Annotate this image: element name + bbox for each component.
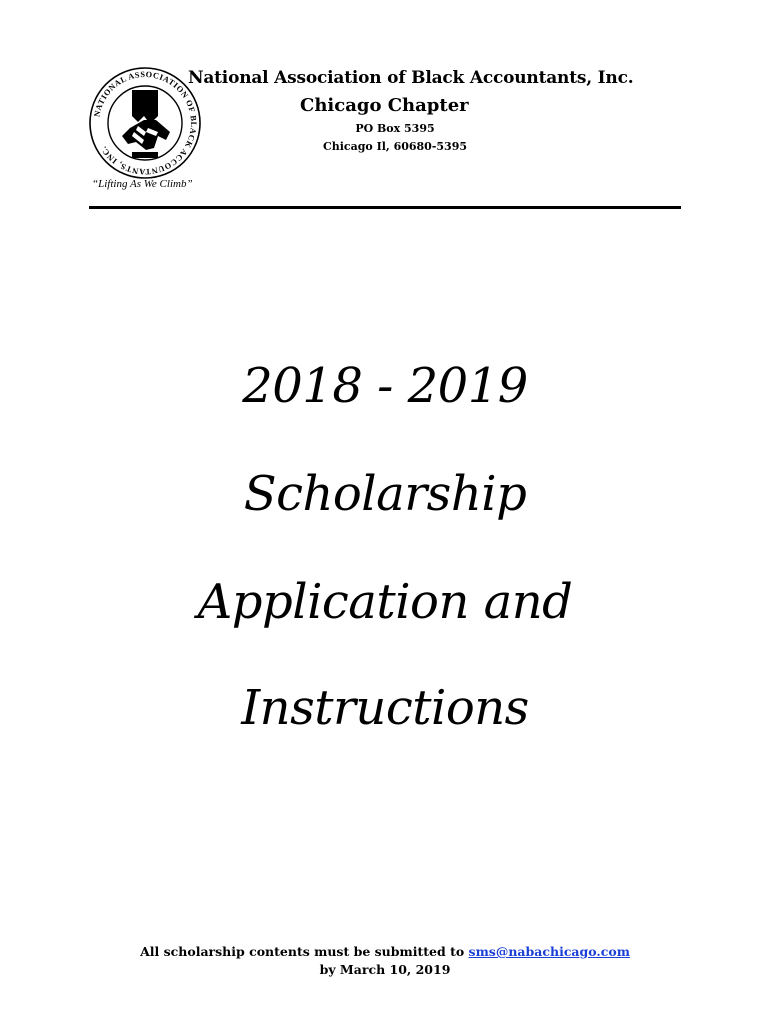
submission-note (0, 944, 770, 959)
po-box: PO Box 5395 (355, 122, 435, 135)
submission-email-link[interactable]: sms@nabachicago.com (468, 944, 630, 959)
motto: “Lifting As We Climb” (92, 178, 193, 190)
naba-clasped-hands-seal-icon (88, 66, 202, 180)
title-scholarship: Scholarship (243, 466, 527, 522)
title-year: 2018 - 2019 (242, 358, 528, 414)
submission-deadline: by March 10, 2019 (319, 962, 451, 977)
svg-text:NATIONAL ASSOCIATION OF BLACK: NATIONAL ASSOCIATION OF BLACK ACCOUNTANTS, INC. (92, 69, 199, 177)
chapter-name: Chicago Chapter (300, 95, 469, 116)
header-divider (89, 206, 681, 209)
title-application: Application and (197, 574, 573, 630)
city-address: Chicago Il, 60680-5395 (322, 140, 468, 153)
title-instructions: Instructions (241, 680, 529, 736)
submission-note-text: All scholarship contents must be submitted to (140, 944, 469, 959)
organization-name: National Association of Black Accountants, Inc. (188, 68, 634, 88)
